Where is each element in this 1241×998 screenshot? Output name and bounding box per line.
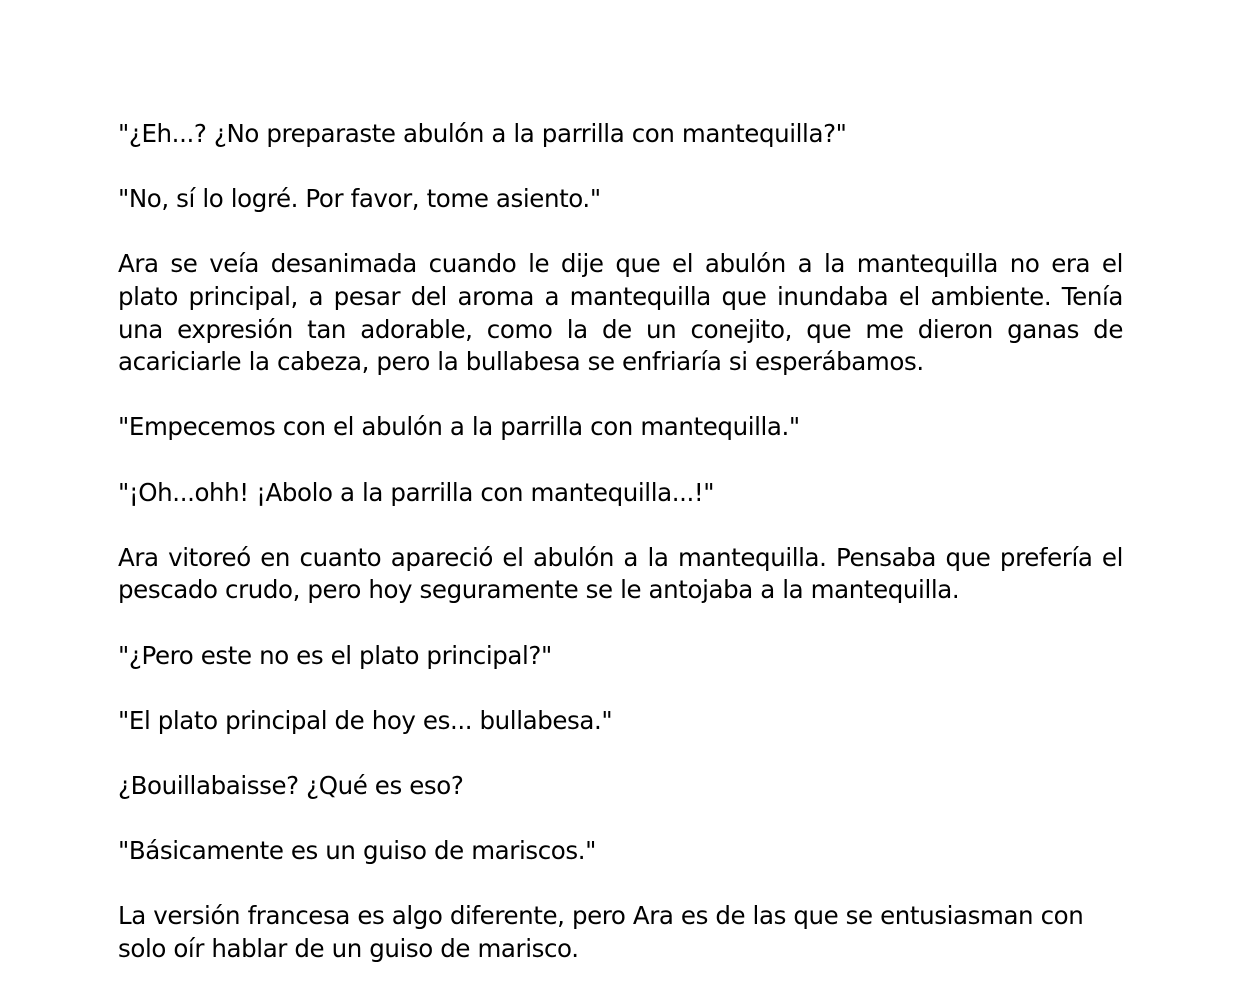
narration-paragraph: La versión francesa es algo diferente, pero Ara es de las que se entusiasman con solo oír hablar de un guiso de marisco.	[118, 901, 1084, 963]
dialogue-line: "No, sí lo logré. Por favor, tome asiento."	[118, 184, 601, 214]
dialogue-line: "Empecemos con el abulón a la parrilla con mantequilla."	[118, 412, 800, 442]
dialogue-line: "El plato principal de hoy es... bullabesa."	[118, 705, 613, 735]
document-page	[118, 118, 1123, 998]
dialogue-line: "¿Pero este no es el plato principal?"	[118, 640, 552, 670]
dialogue-line: "¿Eh...? ¿No preparaste abulón a la parrilla con mantequilla?"	[118, 119, 847, 148]
dialogue-line: "¡Oh...ohh! ¡Abolo a la parrilla con mantequilla...!"	[118, 477, 715, 507]
dialogue-line: "Básicamente es un guiso de mariscos."	[118, 836, 596, 866]
narration-paragraph: Ara vitoreó en cuanto apareció el abulón a la mantequilla. Pensaba que prefería el pescado crudo, pero hoy seguramente se le antojaba a la mantequilla.	[118, 542, 1123, 605]
narration-paragraph: Ara se veía desanimada cuando le dije que el abulón a la mantequilla no era el plato principal, a pesar del aroma a mantequilla que inundaba el ambiente. Tenía una expresión tan adorable, como la de un conejito, que me dieron ganas de acariciarle la cabeza, pero la bullabesa se enfriaría si esperábamos.	[118, 249, 1123, 377]
narration-line: ¿Bouillabaisse? ¿Qué es eso?	[118, 770, 464, 800]
